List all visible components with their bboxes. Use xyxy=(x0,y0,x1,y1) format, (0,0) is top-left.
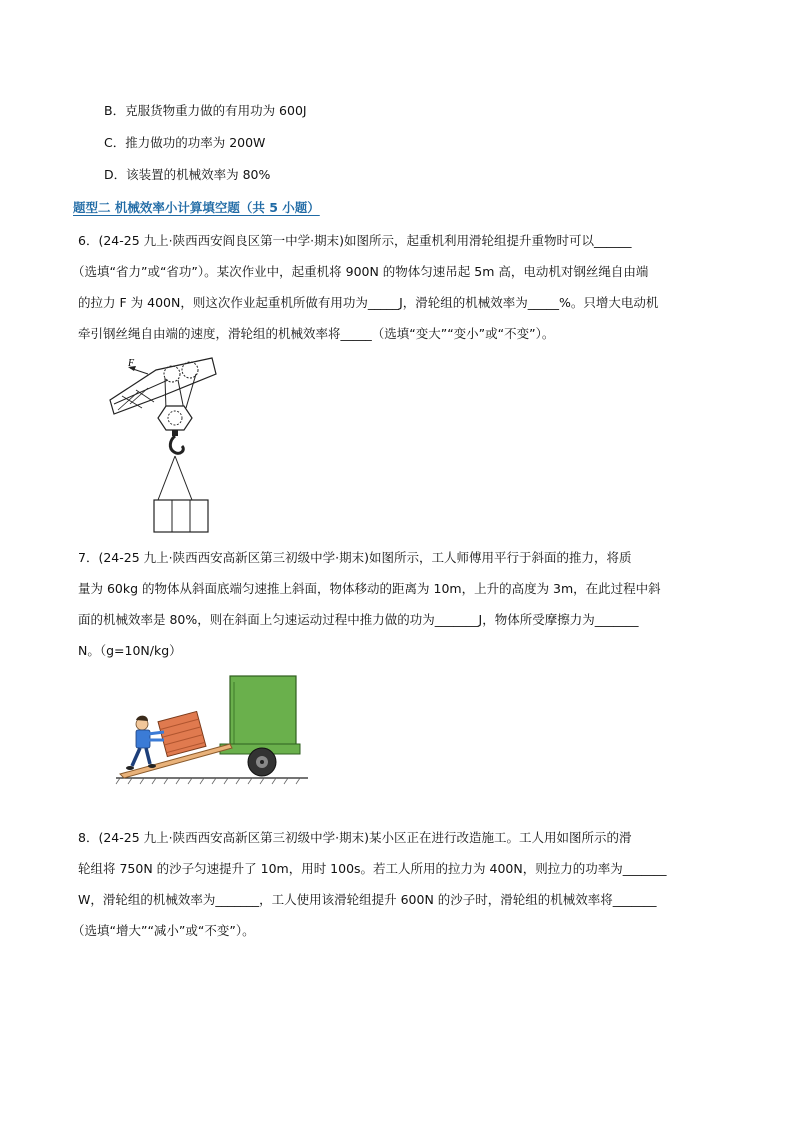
ramp-truck-figure xyxy=(112,674,312,788)
q8-line-1: 8．(24-25 九上·陕西西安高新区第三初级中学·期末)某小区正在进行改造施工。工人用如图所示的滑 xyxy=(78,830,632,845)
option-d: D．该装置的机械效率为 80% xyxy=(104,167,271,182)
q6-line-1: 6．(24-25 九上·陕西西安阎良区第一中学·期末)如图所示，起重机利用滑轮组提升重物时可以______ xyxy=(78,233,632,248)
q7-line-4: N。（g=10N/kg） xyxy=(78,643,182,658)
q6-line-3: 的拉力 F 为 400N，则这次作业起重机所做有用功为_____J，滑轮组的机械效率为_____%。只增大电动机 xyxy=(78,295,659,310)
q7-line-2: 量为 60kg 的物体从斜面底端匀速推上斜面，物体移动的距离为 10m，上升的高度为 3m，在此过程中斜 xyxy=(78,581,661,596)
q8-line-4: （选填“增大”“减小”或“不变”）。 xyxy=(72,923,255,938)
crane-pulley-figure xyxy=(108,352,220,534)
q6-line-4: 牵引钢丝绳自由端的速度，滑轮组的机械效率将_____（选填“变大”“变小”或“不变”）。 xyxy=(78,326,555,341)
option-c: C．推力做功的功率为 200W xyxy=(104,135,266,150)
force-label: F xyxy=(128,358,135,369)
option-b: B．克服货物重力做的有用功为 600J xyxy=(104,103,307,118)
q7-line-1: 7．(24-25 九上·陕西西安高新区第三初级中学·期末)如图所示，工人师傅用平行于斜面的推力，将质 xyxy=(78,550,632,565)
q6-line-2: （选填“省力”或“省功”）。某次作业中，起重机将 900N 的物体匀速吊起 5m 高，电动机对钢丝绳自由端 xyxy=(72,264,649,279)
q8-line-2: 轮组将 750N 的沙子匀速提升了 10m，用时 100s。若工人所用的拉力为 400N，则拉力的功率为_______ xyxy=(78,861,667,876)
section-heading: 题型二 机械效率小计算填空题（共 5 小题） xyxy=(73,200,320,215)
q8-line-3: W，滑轮组的机械效率为_______，工人使用该滑轮组提升 600N 的沙子时，滑轮组的机械效率将_______ xyxy=(78,892,657,907)
q7-line-3: 面的机械效率是 80%，则在斜面上匀速运动过程中推力做的功为_______J，物体所受摩擦力为_______ xyxy=(78,612,639,627)
